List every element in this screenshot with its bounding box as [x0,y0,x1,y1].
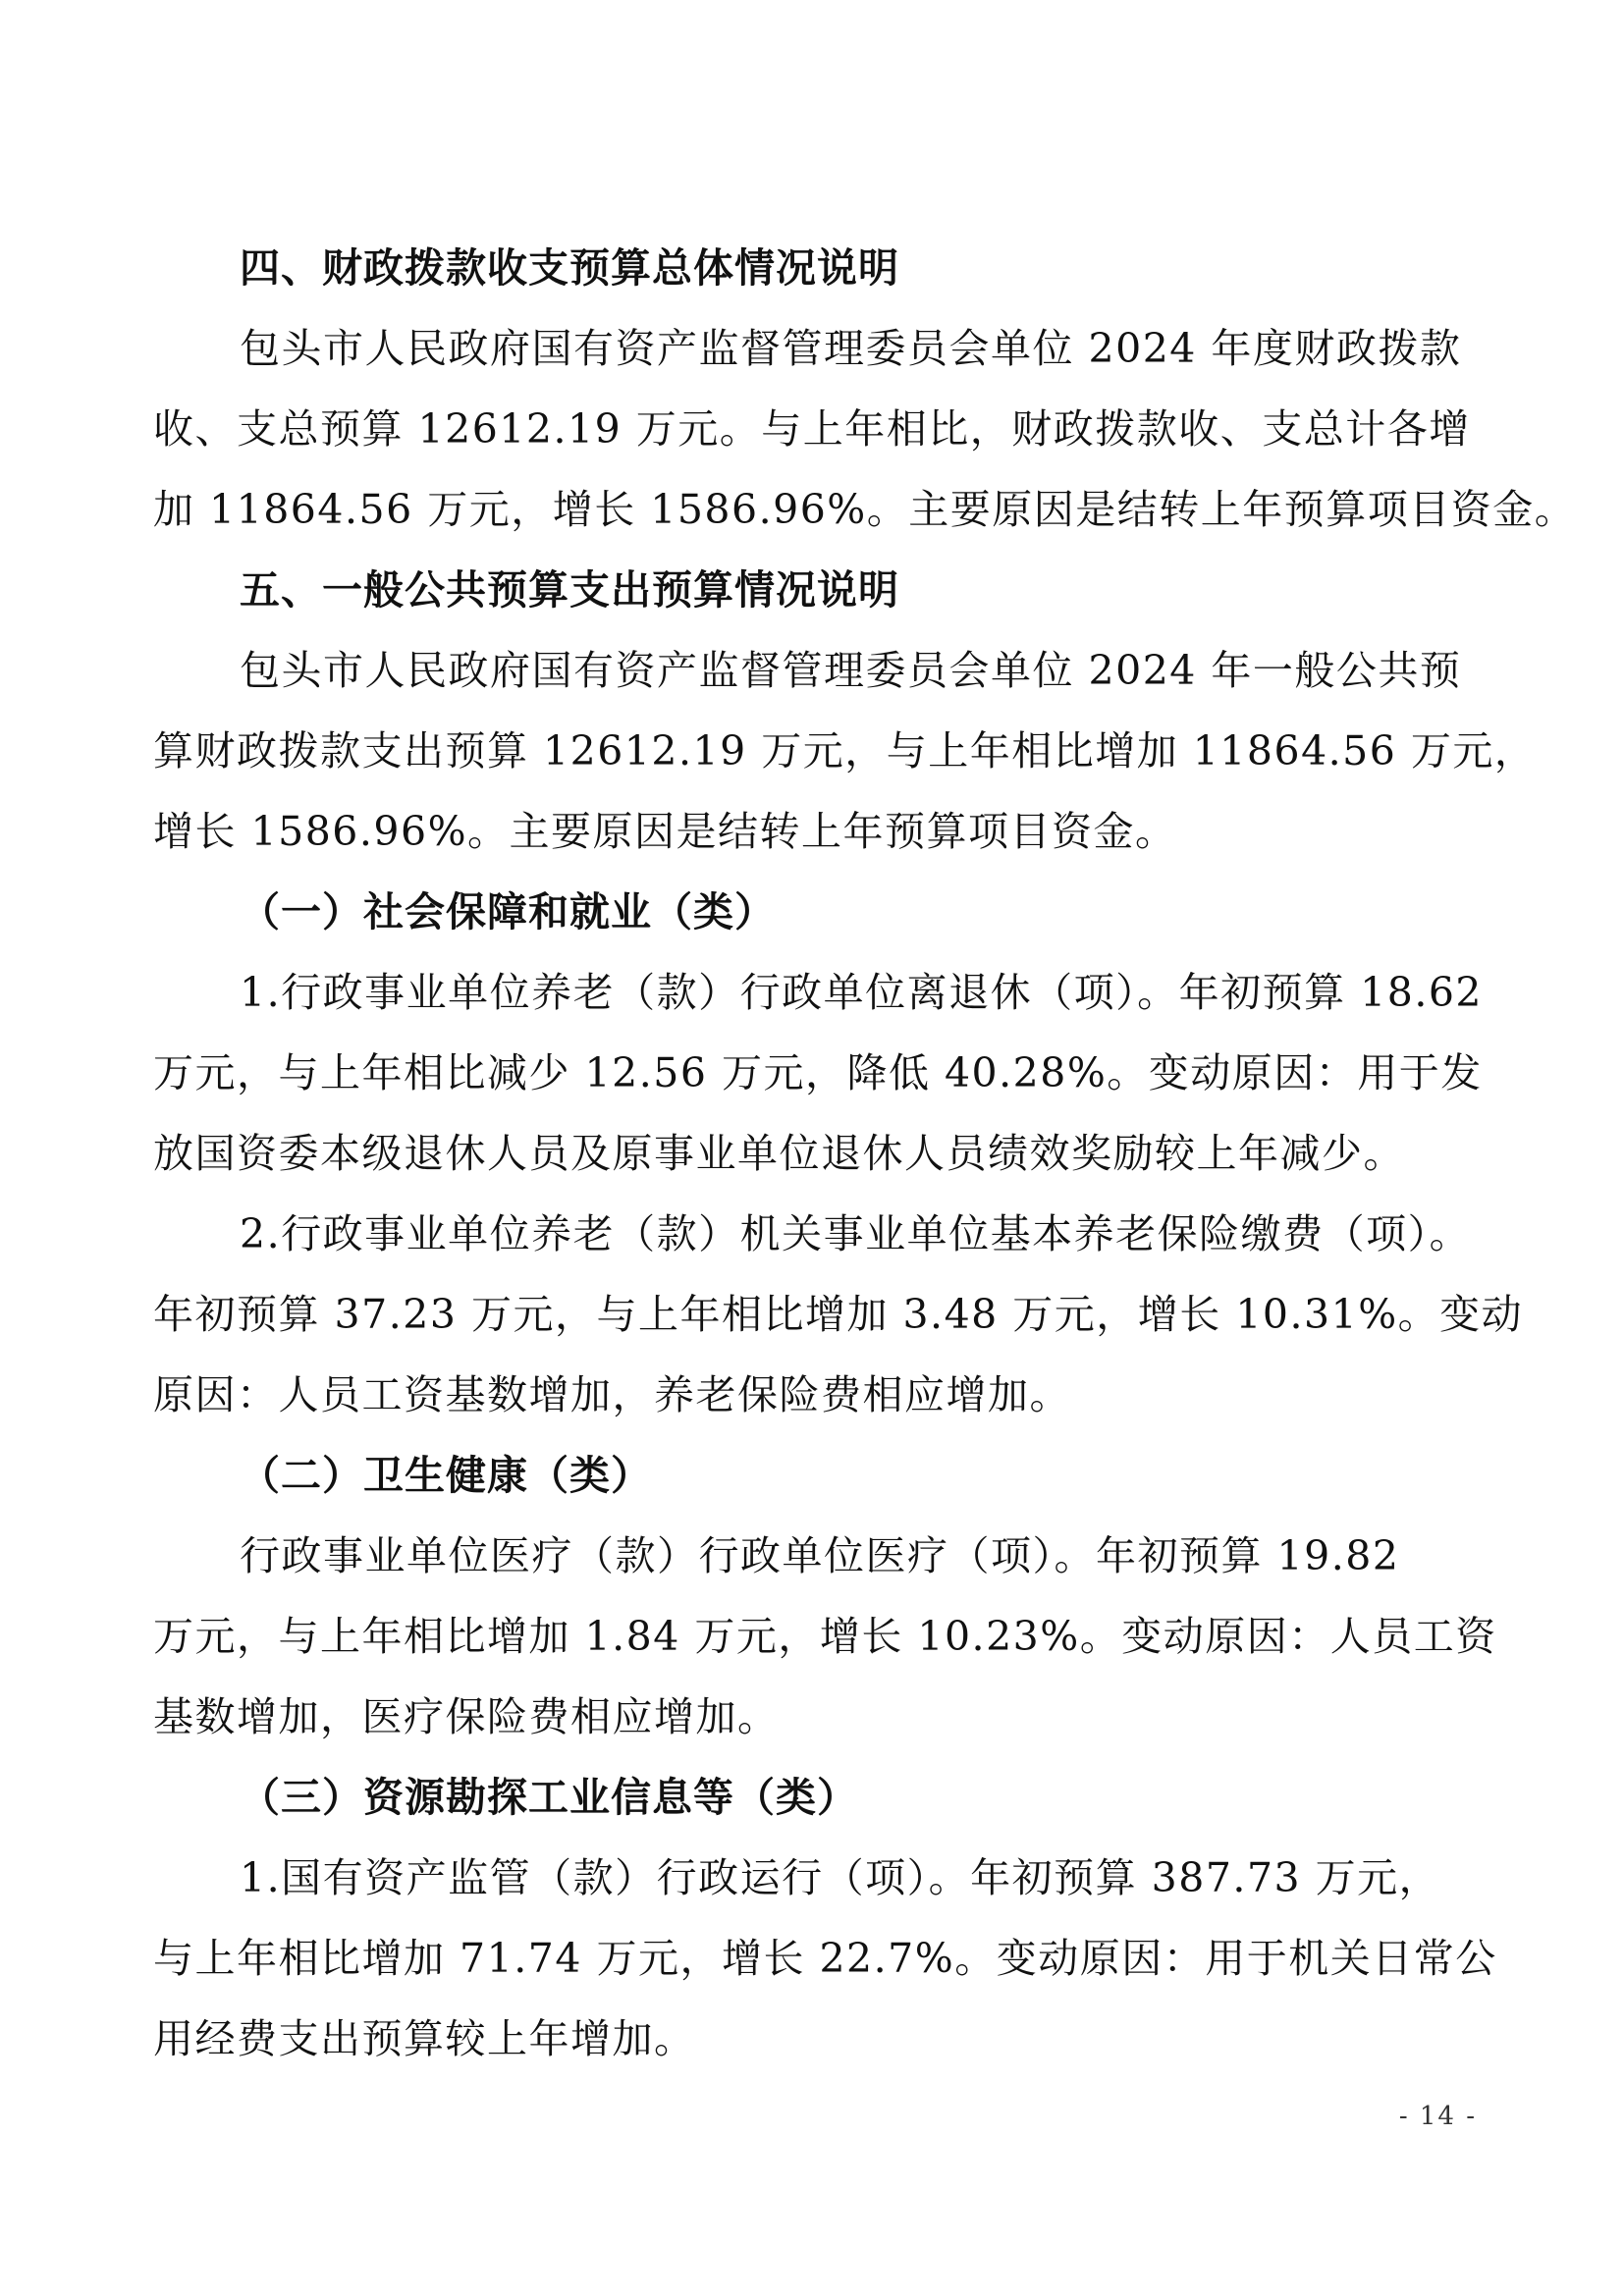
category-heading-health: （二）卫生健康（类） [240,1452,652,1499]
text-line: 原因：人员工资基数增加，养老保险费相应增加。 [153,1371,1071,1418]
text-line: 用经费支出预算较上年增加。 [153,2015,696,2062]
text-line: 2.行政事业单位养老（款）机关事业单位基本养老保险缴费（项）。 [240,1210,1472,1257]
paragraph-asset-supervision [153,1838,1497,2079]
paragraph-fiscal-overview [153,308,1577,550]
paragraph-general-public-budget [153,630,1537,872]
document-body [153,228,1577,2079]
text-line: 万元，与上年相比增加 1.84 万元，增长 10.23%。变动原因：人员工资 [153,1613,1497,1660]
text-line: 万元，与上年相比减少 12.56 万元，降低 40.28%。变动原因：用于发 [153,1049,1483,1096]
section-heading-4: 四、财政拨款收支预算总体情况说明 [240,244,899,292]
section-heading-5: 五、一般公共预算支出预算情况说明 [240,566,899,614]
text-line: 收、支总预算 12612.19 万元。与上年相比，财政拨款收、支总计各增 [153,405,1471,453]
text-line: 年初预算 37.23 万元，与上年相比增加 3.48 万元，增长 10.31%。变动 [153,1291,1524,1338]
paragraph-pension-insurance [153,1194,1524,1435]
paragraph-retirement [153,952,1484,1194]
text-line: 1.国有资产监管（款）行政运行（项）。年初预算 387.73 万元， [240,1854,1441,1901]
page-number: - 14 - [1398,2102,1477,2131]
text-line: 行政事业单位医疗（款）行政单位医疗（项）。年初预算 19.82 [240,1532,1400,1579]
text-line: 包头市人民政府国有资产监督管理委员会单位 2024 年一般公共预 [240,647,1462,694]
text-line: 放国资委本级退休人员及原事业单位退休人员绩效奖励较上年减少。 [153,1130,1405,1177]
paragraph-medical [153,1516,1497,1757]
category-heading-resources: （三）资源勘探工业信息等（类） [240,1774,858,1821]
category-heading-social-security: （一）社会保障和就业（类） [240,888,776,935]
text-line: 与上年相比增加 71.74 万元，增长 22.7%。变动原因：用于机关日常公 [153,1935,1497,1982]
text-line: 加 11864.56 万元，增长 1586.96%。主要原因是结转上年预算项目资金。 [153,486,1577,533]
text-line: 1.行政事业单位养老（款）行政单位离退休（项）。年初预算 18.62 [240,969,1484,1016]
text-line: 增长 1586.96%。主要原因是结转上年预算项目资金。 [153,808,1177,855]
text-line: 算财政拨款支出预算 12612.19 万元，与上年相比增加 11864.56 万元， [153,727,1537,774]
text-line: 包头市人民政府国有资产监督管理委员会单位 2024 年度财政拨款 [240,325,1462,372]
text-line: 基数增加，医疗保险费相应增加。 [153,1693,780,1740]
